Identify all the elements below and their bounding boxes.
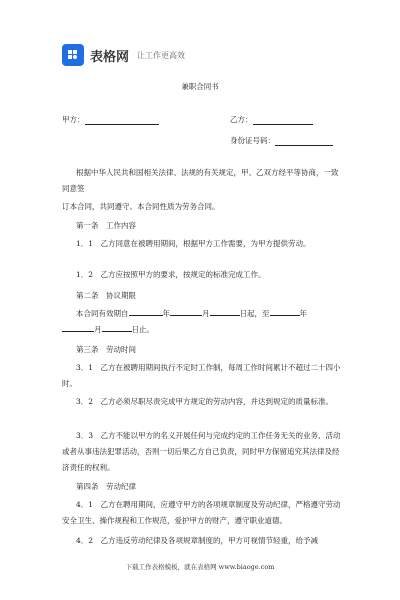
party-a-field <box>62 114 159 125</box>
start-day-blank <box>210 307 240 316</box>
end-day-blank <box>102 323 132 332</box>
article-2-title: 第二条 协议期限 <box>76 291 136 300</box>
start-day-label: 日起，至 <box>239 309 270 318</box>
party-b-field <box>230 114 313 125</box>
end-year-blank <box>270 307 300 316</box>
document-title: 兼职合同书 <box>181 82 219 91</box>
brand-slogan: 让工作更高效 <box>137 50 186 60</box>
party-b-blank <box>253 116 313 125</box>
end-day-label: 日止。 <box>131 325 154 334</box>
article-3-1: 3．1 乙方在被聘用期间执行不定时工作制，每周工作时间累计不超过二十四小时。 <box>62 363 341 388</box>
id-number-blank <box>275 137 333 146</box>
end-month-label: 月 <box>94 325 102 334</box>
start-year-blank <box>129 307 163 316</box>
article-2-period-cont <box>62 322 342 338</box>
party-b-label: 乙方： <box>230 115 253 124</box>
page-footer: 下载工作表格模板，就在表格网 www.biaoge.com <box>125 563 275 571</box>
article-4-1: 4．1 乙方在聘用期间，应遵守甲方的各项规章制度及劳动纪律，严格遵守劳动安全卫生、操作规程和工作规范，爱护甲方的财产，遵守职业道德。 <box>62 500 341 525</box>
article-4-2: 4．2 乙方违反劳动纪律及各项规章制度的，甲方可视情节轻重，给予减 <box>76 536 319 545</box>
start-month-label: 月 <box>202 309 210 318</box>
intro-paragraph: 根据中华人民共和国相关法律、法规的有关规定，甲、乙双方经平等协商，一致同意签 <box>62 168 339 193</box>
start-year-label: 年 <box>162 309 170 318</box>
logo-icon <box>62 44 84 66</box>
article-3-3: 3．3 乙方不能以甲方的名义开展任何与完成约定的工作任务无关的业务、活动或者从事违法犯罪活动，否则一切后果乙方自己负责，同时甲方保留追究其法律及经济责任的权利。 <box>62 431 341 472</box>
brand-name: 表格网 <box>90 49 130 65</box>
article-3-2: 3．2 乙方必须尽职尽责完成甲方规定的劳动内容，并达到规定的质量标准。 <box>76 397 334 406</box>
article-4-title: 第四条 劳动纪律 <box>76 482 136 491</box>
party-a-label: 甲方： <box>62 115 85 124</box>
id-number-label: 身份证号码： <box>230 136 275 145</box>
end-month-blank <box>62 323 94 332</box>
intro-paragraph-cont: 订本合同，共同遵守。本合同性质为劳务合同。 <box>62 202 220 211</box>
end-year-label: 年 <box>299 309 307 318</box>
period-start-label: 本合同有效期自 <box>76 309 129 318</box>
id-number-field <box>230 135 333 146</box>
party-a-blank <box>85 116 159 125</box>
article-1-title: 第一条 工作内容 <box>76 221 136 230</box>
article-3-title: 第三条 劳动时间 <box>76 345 136 354</box>
start-month-blank <box>170 307 202 316</box>
article-2-period <box>62 306 342 322</box>
article-1-2: 1．2 乙方应按照甲方的要求，按规定的标准完成工作。 <box>76 270 266 279</box>
article-1-1: 1．1 乙方同意在被聘用期间，根据甲方工作需要，为甲方提供劳动。 <box>76 239 311 248</box>
brand-logo <box>62 44 185 66</box>
